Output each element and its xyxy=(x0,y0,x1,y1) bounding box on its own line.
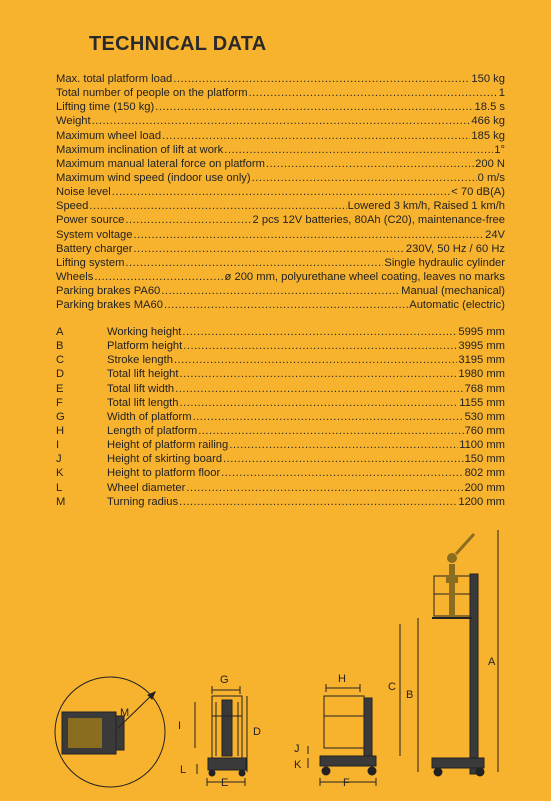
dimension-row xyxy=(56,452,505,466)
dimension-label: Wheel diameter xyxy=(107,481,186,494)
spec-label: Maximum manual lateral force on platform xyxy=(56,157,265,170)
spec-value: Automatic (electric) xyxy=(409,299,505,312)
label-k: K xyxy=(294,759,302,771)
spec-row xyxy=(56,213,505,227)
dimension-key: B xyxy=(56,340,64,353)
top-view-drawing xyxy=(55,677,165,787)
spec-row xyxy=(56,157,505,171)
dimension-key: E xyxy=(56,382,64,395)
dimension-value: 1980 mm xyxy=(458,368,505,381)
label-f: F xyxy=(343,777,350,789)
page-title: TECHNICAL DATA xyxy=(89,33,267,55)
dimension-row xyxy=(56,367,505,381)
dimension-row xyxy=(56,353,505,367)
spec-row xyxy=(56,114,505,128)
spec-value: 24V xyxy=(485,228,505,241)
dimension-label: Length of platform xyxy=(107,424,198,437)
spec-label: Lifting time (150 kg) xyxy=(56,101,155,114)
spec-label: Wheels xyxy=(56,270,94,283)
spec-label: Maximum wind speed (indoor use only) xyxy=(56,171,251,184)
raised-lift-drawing xyxy=(406,530,498,776)
label-a: A xyxy=(488,656,496,668)
dimension-label: Turning radius xyxy=(107,495,179,508)
spec-row xyxy=(56,256,505,270)
spec-label: Speed xyxy=(56,200,89,213)
dimension-label: Height of skirting board xyxy=(107,453,223,466)
spec-row xyxy=(56,143,505,157)
dimension-value: 3995 mm xyxy=(458,340,505,353)
dimension-key: K xyxy=(56,467,64,480)
dimension-label: Total lift height xyxy=(107,368,179,381)
spec-label: Lifting system xyxy=(56,256,125,269)
dimension-row xyxy=(56,495,505,509)
dimension-label: Total lift width xyxy=(107,382,175,395)
dimension-label: Total lift length xyxy=(107,396,179,409)
dimension-key: J xyxy=(56,453,62,466)
dimension-row xyxy=(56,424,505,438)
dimension-value: 5995 mm xyxy=(458,326,505,338)
spec-value: 150 kg xyxy=(471,73,505,85)
spec-label: Maximum inclination of lift at work xyxy=(56,143,224,156)
dimension-row xyxy=(56,438,505,452)
dimension-label: Stroke length xyxy=(107,354,173,367)
spec-label: Weight xyxy=(56,115,91,128)
lift-dimension-drawings xyxy=(0,520,551,801)
label-i: I xyxy=(178,720,182,732)
label-c: C xyxy=(388,681,396,693)
spec-row xyxy=(56,228,505,242)
spec-value: < 70 dB(A) xyxy=(451,186,505,199)
spec-label: Parking brakes MA60 xyxy=(56,299,163,312)
dimension-label: Platform height xyxy=(107,340,183,353)
dimension-value: 1200 mm xyxy=(458,495,505,508)
spec-row xyxy=(56,270,505,284)
dimension-key: I xyxy=(56,439,60,452)
spec-value: 1° xyxy=(494,143,505,156)
spec-value: Manual (mechanical) xyxy=(401,285,505,298)
dimension-value: 802 mm xyxy=(464,467,505,480)
spec-label: Power source xyxy=(56,214,125,227)
dimension-value: 150 mm xyxy=(464,453,505,466)
spec-value: 230V, 50 Hz / 60 Hz xyxy=(405,242,505,255)
dimension-key: C xyxy=(56,354,65,367)
spec-row xyxy=(56,242,505,256)
spec-row xyxy=(56,199,505,213)
dimension-label: Height to platform floor xyxy=(107,467,221,480)
dimension-list xyxy=(56,325,505,509)
dimension-row xyxy=(56,466,505,480)
dimension-row xyxy=(56,396,505,410)
spec-value: 466 kg xyxy=(471,115,505,128)
spec-row xyxy=(56,100,505,114)
spec-label: Total number of people on the platform xyxy=(56,87,248,100)
dimension-value: 768 mm xyxy=(464,382,505,395)
label-b: B xyxy=(406,689,414,701)
dimension-value: 3195 mm xyxy=(458,354,505,367)
spec-value: Single hydraulic cylinder xyxy=(384,256,505,269)
spec-value: 2 pcs 12V batteries, 80Ah (C20), maintenance-free xyxy=(252,214,505,227)
dimension-label: Height of platform railing xyxy=(107,439,229,452)
spec-value: 18.5 s xyxy=(474,101,505,114)
dimension-row xyxy=(56,481,505,495)
front-view-drawing xyxy=(178,674,261,789)
spec-value: 1 xyxy=(498,87,505,100)
label-h: H xyxy=(338,673,346,685)
dimension-label: Working height xyxy=(107,326,182,338)
dimension-row xyxy=(56,325,505,339)
dimension-row xyxy=(56,410,505,424)
spec-list xyxy=(56,72,505,312)
spec-value: 0 m/s xyxy=(477,171,505,184)
spec-label: System voltage xyxy=(56,228,133,241)
spec-row xyxy=(56,129,505,143)
spec-row xyxy=(56,298,505,312)
spec-row xyxy=(56,284,505,298)
spec-value: 200 N xyxy=(475,157,505,170)
spec-value: ø 200 mm, polyurethane wheel coating, leaves no marks xyxy=(224,270,505,283)
spec-label: Maximum wheel load xyxy=(56,129,162,142)
spec-row xyxy=(56,171,505,185)
spec-label: Battery charger xyxy=(56,242,133,255)
label-g: G xyxy=(220,674,229,686)
spec-row xyxy=(56,72,505,86)
dimension-key: D xyxy=(56,368,65,381)
spec-value: 185 kg xyxy=(471,129,505,142)
dimension-row xyxy=(56,339,505,353)
dimension-key: F xyxy=(56,396,63,409)
spec-label: Noise level xyxy=(56,186,111,199)
dimension-value: 1100 mm xyxy=(459,439,505,452)
dimension-value: 1155 mm xyxy=(459,396,505,409)
side-view-drawing xyxy=(294,624,400,789)
spec-row xyxy=(56,86,505,100)
dimension-value: 200 mm xyxy=(464,481,505,494)
spec-value: Lowered 3 km/h, Raised 1 km/h xyxy=(347,200,505,213)
dimension-key: A xyxy=(56,326,64,338)
label-d: D xyxy=(253,726,261,738)
spec-label: Parking brakes PA60 xyxy=(56,285,161,298)
spec-row xyxy=(56,185,505,199)
dimension-row xyxy=(56,382,505,396)
label-j: J xyxy=(294,743,300,755)
dimension-value: 530 mm xyxy=(464,410,505,423)
label-l: L xyxy=(180,764,187,776)
dimension-label: Width of platform xyxy=(107,410,192,423)
label-e: E xyxy=(221,777,229,789)
dimension-key: H xyxy=(56,424,65,437)
dimension-key: G xyxy=(56,410,65,423)
spec-label: Max. total platform load xyxy=(56,73,173,85)
dimension-value: 760 mm xyxy=(464,424,505,437)
dimension-key: M xyxy=(56,495,66,508)
dimension-key: L xyxy=(56,481,63,494)
label-m: M xyxy=(120,707,130,719)
